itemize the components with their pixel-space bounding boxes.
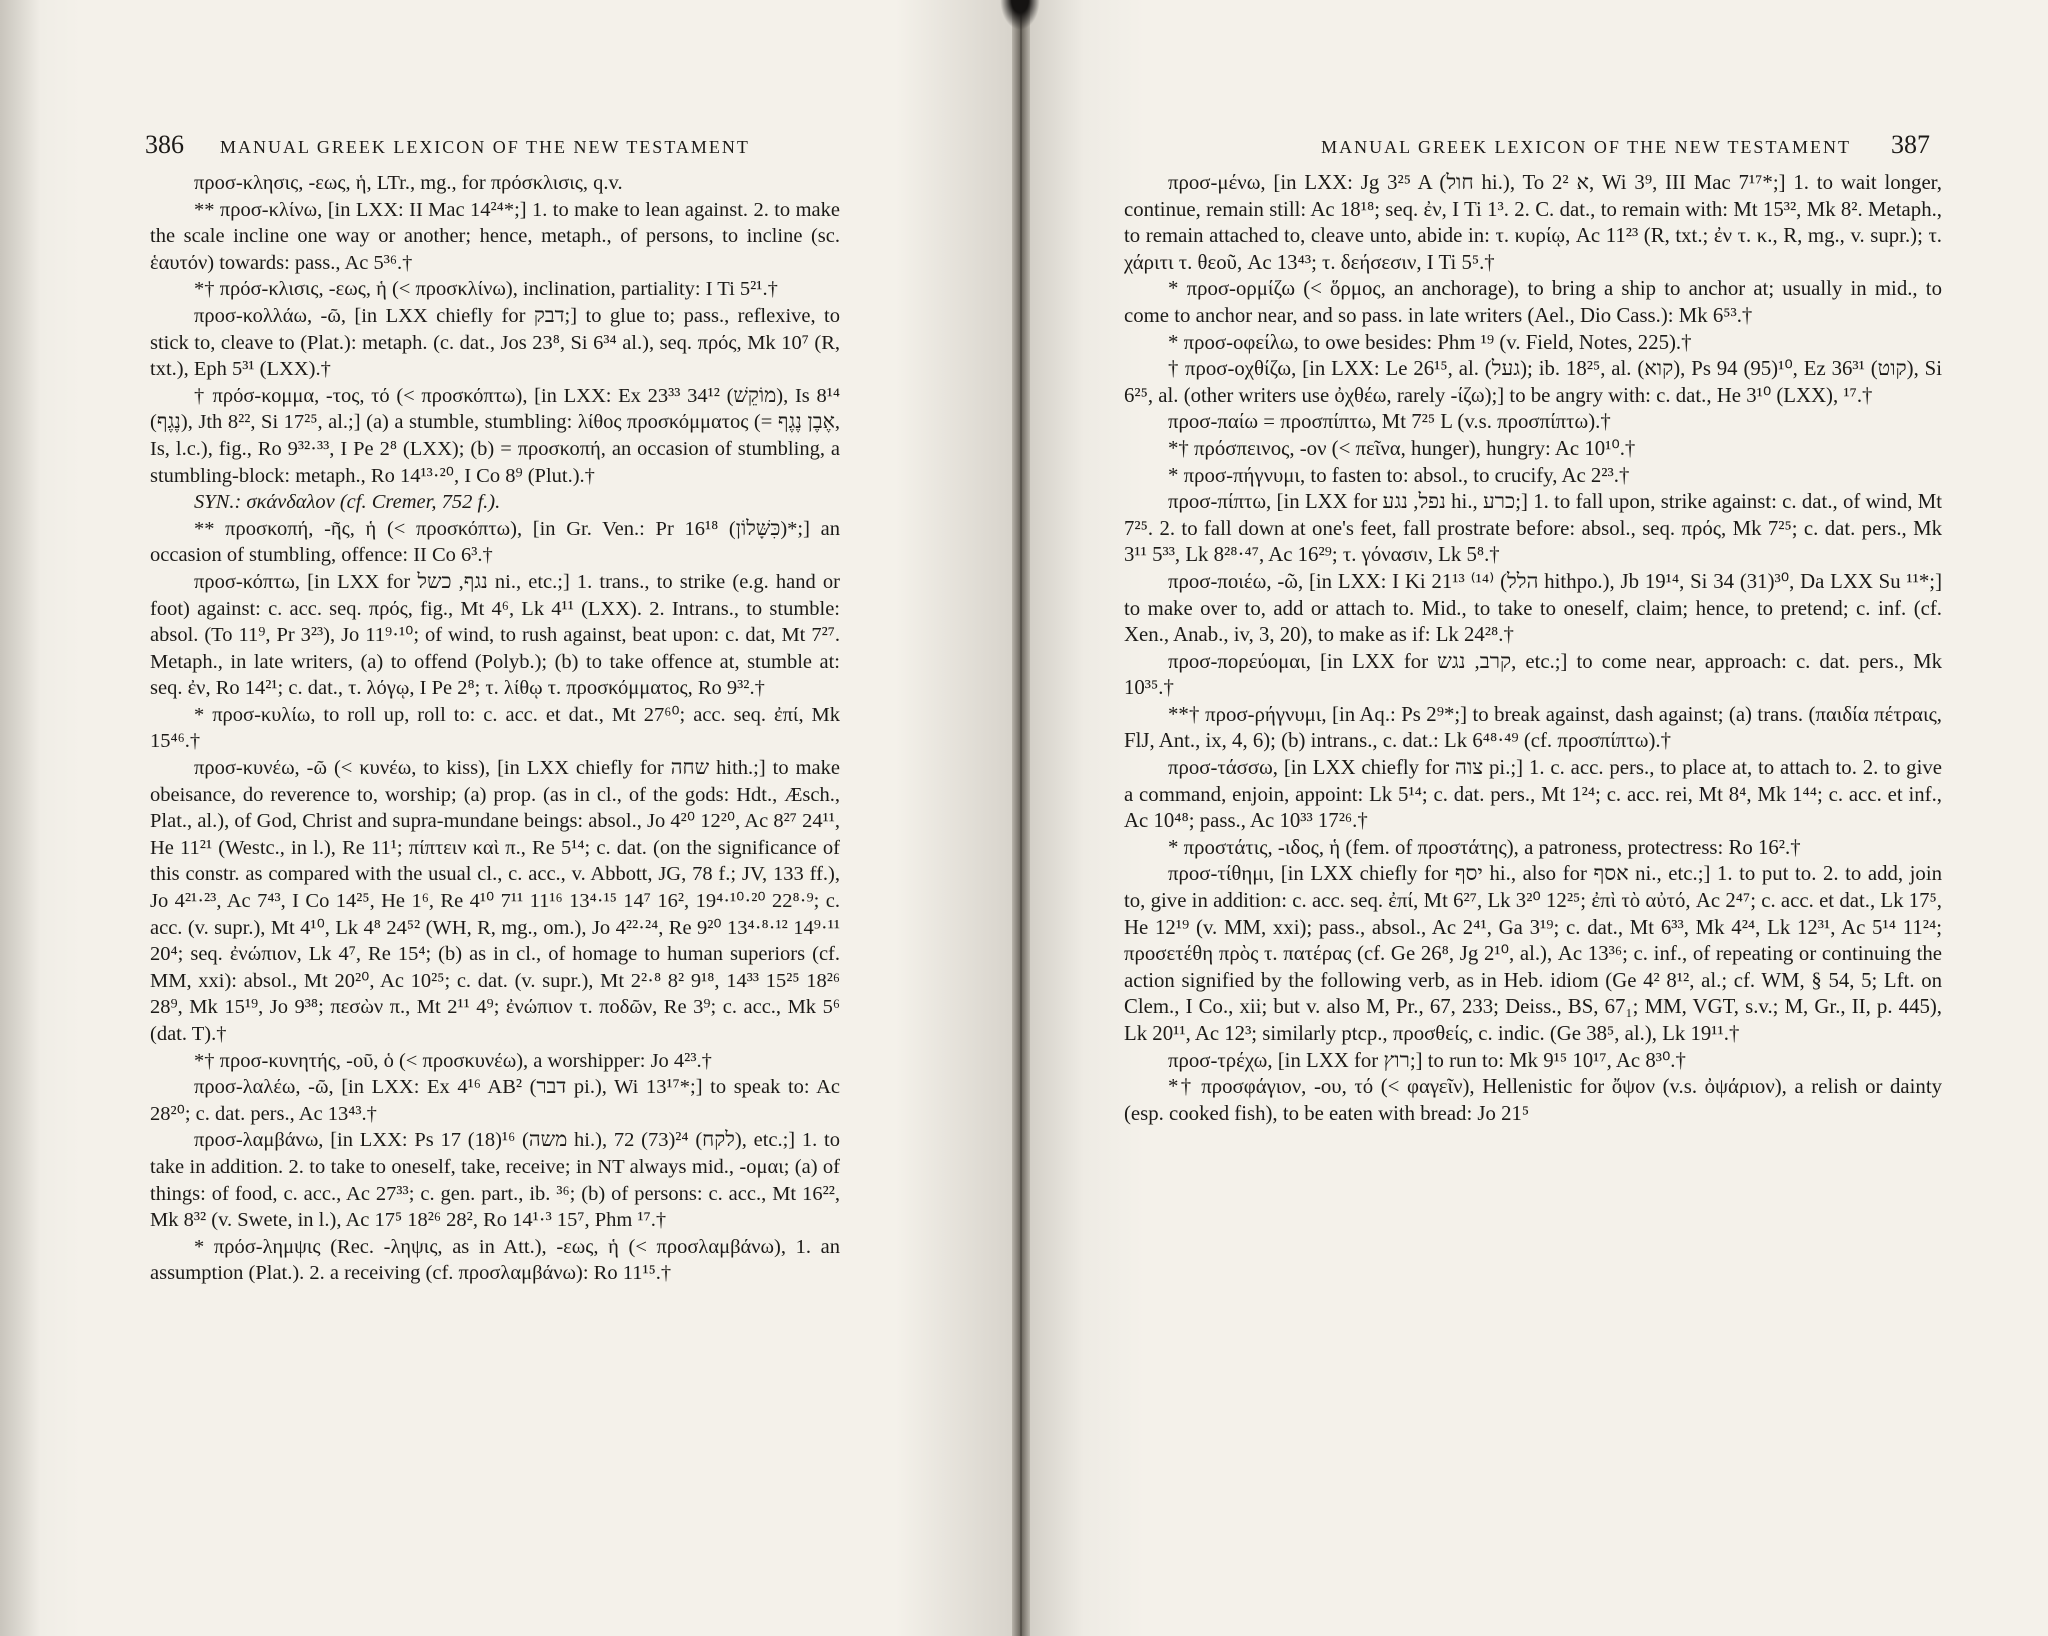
synonym-note: SYN.: σκάνδαλον (cf. Cremer, 752 f.). (194, 491, 501, 514)
lexicon-entry: * προσ-οφείλω, to owe besides: Phm ¹⁹ (v. Field, Notes, 225).† (1168, 330, 1692, 354)
running-head: MANUAL GREEK LEXICON OF THE NEW TESTAMENT (1321, 137, 1851, 157)
left-page-header (145, 130, 845, 162)
running-head: MANUAL GREEK LEXICON OF THE NEW TESTAMENT (220, 137, 750, 157)
page-number: 387 (1891, 130, 1930, 159)
right-column (1124, 170, 1942, 1127)
lexicon-entry: † πρόσ-κομμα, -τος, τό (< προσκόπτω), [in LXX: Ex 23³³ 34¹² (מוֹקֵשׁ), Is 8¹⁴ (נֶגֶף), Jth 8²², Si 17²⁵, al.;] (a) a stumble, stumbling: λίθος προσκόμματος (= אֶבֶן נֶגֶף, Is, l.c.), fig., Ro 9³²·³³, I Pe 2⁸ (LXX); (b) = προσκοπή, an occasion of stumbling, a stumbling-block: metaph., Ro 14¹³·²⁰, I Co 8⁹ (Plut.).† (150, 384, 840, 487)
lexicon-entry: προσ-κυνέω, -ῶ (< κυνέω, to kiss), [in LXX chiefly for שחה hith.;] to make obeisance, do reverence to, worship; (a) prop. (as in cl., of the gods: Hdt., Æsch., Plat., al.), of God, Christ and supra-mundane beings: absol., Jo 4²⁰ 12²⁰, Ac 8²⁷ 24¹¹, He 11²¹ (Westc., in l.), Re 11¹; πίπτειν καὶ π., Re 5¹⁴; c. dat. (on the significance of this constr. as compared with the usual cl., c. acc., v. Abbott, JG, 78 f.; JV, 133 ff.), Jo 4²¹·²³, Ac 7⁴³, I Co 14²⁵, He 1⁶, Re 4¹⁰ 7¹¹ 11¹⁶ 13⁴·¹⁵ 14⁷ 16², 19⁴·¹⁰·²⁰ 22⁸·⁹; c. acc. (v. supr.), Mt 4¹⁰, Lk 4⁸ 24⁵² (WH, R, mg., om.), Jo 4²²·²⁴, Re 9²⁰ 13⁴·⁸·¹² 14⁹·¹¹ 20⁴; seq. ἐνώπιον, Lk 4⁷, Re 15⁴; (b) as in cl., of homage to human superiors (cf. MM, xxi): absol., Mt 20²⁰, Ac 10²⁵; c. dat. (v. supr.), Mt 2²·⁸ 8² 9¹⁸, 14³³ 15²⁵ 18²⁶ 28⁹, Mk 15¹⁹, Jo 9³⁸; πεσὼν π., Mt 2¹¹ 4⁹; ἐνώπιον τ. ποδῶν, Re 3⁹; c. acc., Mk 5⁶ (dat. T).† (150, 757, 840, 1045)
lexicon-entry: *† προσφάγιον, -ου, τό (< φαγεῖν), Hellenistic for ὄψον (v.s. ὀψάριον), a relish or dainty (esp. cooked fish), to be eaten with bread: Jo 21⁵ (1124, 1075, 1942, 1125)
lexicon-entry: προσ-τίθημι, [in LXX chiefly for יסף hi., also for אסף ni., etc.;] 1. to put to. 2. to add, join to, give in addition: c. acc. seq. ἐπί, Mt 6²⁷, Lk 3²⁰ 12²⁵; ἐπὶ τὸ αὐτό, Ac 2⁴⁷; c. acc. et dat., Lk 17⁵, He 12¹⁹ (v. MM, xxi); pass., absol., Ac 2⁴¹, Ga 3¹⁹; c. dat., Mt 6³³, Mk 4²⁴, Lk 12³¹, Ac 5¹⁴ 11²⁴; προσετέθη πρὸς τ. πατέρας (cf. Ge 26⁸, Jg 2¹⁰, al.), Ac 13³⁶; c. inf., of repeating or continuing the action signified by the following verb, as in Heb. idiom (Ge 4² 8¹², al.; cf. WM, § 54, 5; Lft. on Clem., I Co., xii; but v. also M, Pr., 67, 233; Deiss., BS, 67₁; MM, VGT, s.v.; M, Gr., II, p. 445), Lk 20¹¹, Ac 12³; similarly ptcp., προσθείς, c. indic. (Ge 38⁵, al.), Lk 19¹¹.† (1124, 862, 1943, 1045)
right-page (1022, 0, 2048, 1636)
lexicon-entry: *† πρόσπεινος, -ον (< πεῖνα, hunger), hungry: Ac 10¹⁰.† (1168, 436, 1636, 460)
gutter-shadow (1000, 0, 1040, 30)
lexicon-entry: προσ-τάσσω, [in LXX chiefly for צוה pi.;] 1. c. acc. pers., to place at, to attach to. 2. to give a command, enjoin, appoint: Lk 5¹⁴; c. dat. pers., Mt 1²⁴; c. acc. rei, Mt 8⁴, Mk 1⁴⁴; c. acc. et inf., Ac 10⁴⁸; pass., Ac 10³³ 17²⁶.† (1124, 756, 1942, 833)
lexicon-entry: προσ-μένω, [in LXX: Jg 3²⁵ A (חול hi.), To 2² א, Wi 3⁹, III Mac 7¹⁷*;] 1. to wait longer, continue, remain still: Ac 18¹⁸; seq. ἐν, I Ti 1³. 2. C. dat., to remain with: Mt 15³², Mk 8². Metaph., to remain attached to, cleave unto, abide in: τ. κυρίῳ, Ac 11²³ (R, txt.; ἐν τ. κ., R, mg., v. supr.); τ. χάριτι τ. θεοῦ, Ac 13⁴³; τ. δεήσεσιν, I Ti 5⁵.† (1124, 171, 1942, 274)
lexicon-entry: προσ-τρέχω, [in LXX for רוץ;] to run to: Mk 9¹⁵ 10¹⁷, Ac 8³⁰.† (1168, 1048, 1686, 1072)
lexicon-entry: * προσ-πήγνυμι, to fasten to: absol., to crucify, Ac 2²³.† (1168, 463, 1630, 487)
page-edge-shadow (0, 0, 40, 1636)
lexicon-entry: † προσ-οχθίζω, [in LXX: Le 26¹⁵, al. (געל); ib. 18²⁵, al. (קוא), Ps 94 (95)¹⁰, Ez 36³¹ (קוט), Si 6²⁵, al. (other writers use ὀχθέω, rarely -ίζω);] to be angry with: c. dat., He 3¹⁰ (LXX), ¹⁷.† (1124, 357, 1943, 407)
left-column (150, 170, 840, 1287)
lexicon-entry: προσ-κλησις, -εως, ἡ, LTr., mg., for πρόσκλισις, q.v. (194, 172, 623, 194)
lexicon-entry: * προσ-κυλίω, to roll up, roll to: c. acc. et dat., Mt 27⁶⁰; acc. seq. ἐπί, Mk 15⁴⁶.† (150, 703, 840, 753)
left-page (0, 0, 1018, 1636)
lexicon-entry: * προστάτις, -ιδος, ἡ (fem. of προστάτης), a patroness, protectress: Ro 16².† (1168, 835, 1801, 859)
lexicon-entry: *† προσ-κυνητής, -οῦ, ὁ (< προσκυνέω), a worshipper: Jo 4²³.† (194, 1049, 712, 1072)
lexicon-entry: * προσ-ορμίζω (< ὅρμος, an anchorage), to bring a ship to anchor at; usually in mid., to come to anchor near, and so pass. in late writers (Ael., Dio Cass.): Mk 6⁵³.† (1124, 277, 1942, 327)
lexicon-entry: προσ-κολλάω, -ῶ, [in LXX chiefly for דבק;] to glue to; pass., reflexive, to stick to, cleave to (Plat.): metaph. (c. dat., Jos 23⁸, Si 6³⁴ al.), seq. πρός, Mk 10⁷ (R, txt.), Eph 5³¹ (LXX).† (150, 304, 840, 381)
lexicon-entry: προσ-κόπτω, [in LXX for נגף, כשל ni., etc.;] 1. trans., to strike (e.g. hand or foot) against: c. acc. seq. πρός, fig., Mt 4⁶, Lk 4¹¹ (LXX). 2. Intrans., to stumble: absol. (To 11⁹, Pr 3²³), Jo 11⁹·¹⁰; of wind, to rush against, beat upon: c. dat, Mt 7²⁷. Metaph., in late writers, (a) to offend (Polyb.); (b) to take offence at, stumble at: seq. ἐν, Ro 14²¹; c. dat., τ. λόγῳ, I Pe 2⁸; τ. λίθῳ τ. προσκόμματος, Ro 9³².† (150, 570, 840, 700)
page-number: 386 (145, 130, 184, 159)
lexicon-entry: προσ-πορεύομαι, [in LXX for קרב, נגש, etc.;] to come near, approach: c. dat. pers., Mk 10³⁵.† (1124, 649, 1942, 700)
right-page-header (1200, 130, 1930, 162)
lexicon-entry: προσ-πίπτω, [in LXX for נפל, נגע hi., כרע;] 1. to fall upon, strike against: c. dat., of wind, Mt 7²⁵. 2. to fall down at one's feet, fall prostrate before: absol., seq. πρός, Mk 7²⁵; c. dat. pers., Mk 3¹¹ 5³³, Lk 8²⁸·⁴⁷, Ac 16²⁹; τ. γόνασιν, Lk 5⁸.† (1124, 490, 1943, 567)
lexicon-entry: προσ-λαμβάνω, [in LXX: Ps 17 (18)¹⁶ (משה hi.), 72 (73)²⁴ (לקח), etc.;] 1. to take in addition. 2. to take to oneself, take, receive; in NT always mid., -ομαι; (a) of things: of food, c. acc., Ac 27³³; c. gen. part., ib. ³⁶; (b) of persons: c. acc., Mt 16²², Mk 8³² (v. Swete, in l.), Ac 17⁵ 18²⁶ 28², Ro 14¹·³ 15⁷, Phm ¹⁷.† (150, 1129, 840, 1232)
lexicon-entry: ** προσ-κλίνω, [in LXX: II Mac 14²⁴*;] 1. to make to lean against. 2. to make the scale incline one way or another; hence, metaph., of persons, to incline (sc. ἑαυτόν) towards: pass., Ac 5³⁶.† (150, 198, 840, 274)
lexicon-entry: * πρόσ-λημψις (Rec. -ληψις, as in Att.), -εως, ἡ (< προσλαμβάνω), 1. an assumption (Plat.). 2. a receiving (cf. προσλαμβάνω): Ro 11¹⁵.† (150, 1235, 840, 1285)
lexicon-entry: προσ-παίω = προσπίπτω, Mt 7²⁵ L (v.s. προσπίπτω).† (1168, 410, 1611, 434)
lexicon-entry: προσ-ποιέω, -ῶ, [in LXX: I Ki 21¹³ ⁽¹⁴⁾ (הלל hithpo.), Jb 19¹⁴, Si 34 (31)³⁰, Da LXX Su ¹¹*;] to make over to, add or attach to. Mid., to take to oneself, claim; hence, to pretend; c. inf. (cf. Xen., Anab., iv, 3, 20), to make as if: Lk 24²⁸.† (1124, 569, 1943, 647)
lexicon-entry: προσ-λαλέω, -ῶ, [in LXX: Ex 4¹⁶ AB² (דבר pi.), Wi 13¹⁷*;] to speak to: Ac 28²⁰; c. dat. pers., Ac 13⁴³.† (150, 1076, 840, 1125)
book-gutter (1012, 0, 1030, 1636)
lexicon-entry: **† προσ-ρήγνυμι, [in Aq.: Ps 2⁹*;] to break against, dash against; (a) trans. (παιδία πέτραις, FlJ, Ant., ix, 4, 6); (b) intrans., c. dat.: Lk 6⁴⁸·⁴⁹ (cf. προσπίπτω).† (1124, 702, 1942, 753)
lexicon-entry: ** προσκοπή, -ῆς, ἡ (< προσκόπτω), [in Gr. Ven.: Pr 16¹⁸ (כִּשָּׁלוֹן)*;] an occasion of stumbling, offence: II Co 6³.† (150, 517, 840, 567)
lexicon-entry: *† πρόσ-κλισις, -εως, ἡ (< προσκλίνω), inclination, partiality: I Ti 5²¹.† (194, 278, 778, 301)
